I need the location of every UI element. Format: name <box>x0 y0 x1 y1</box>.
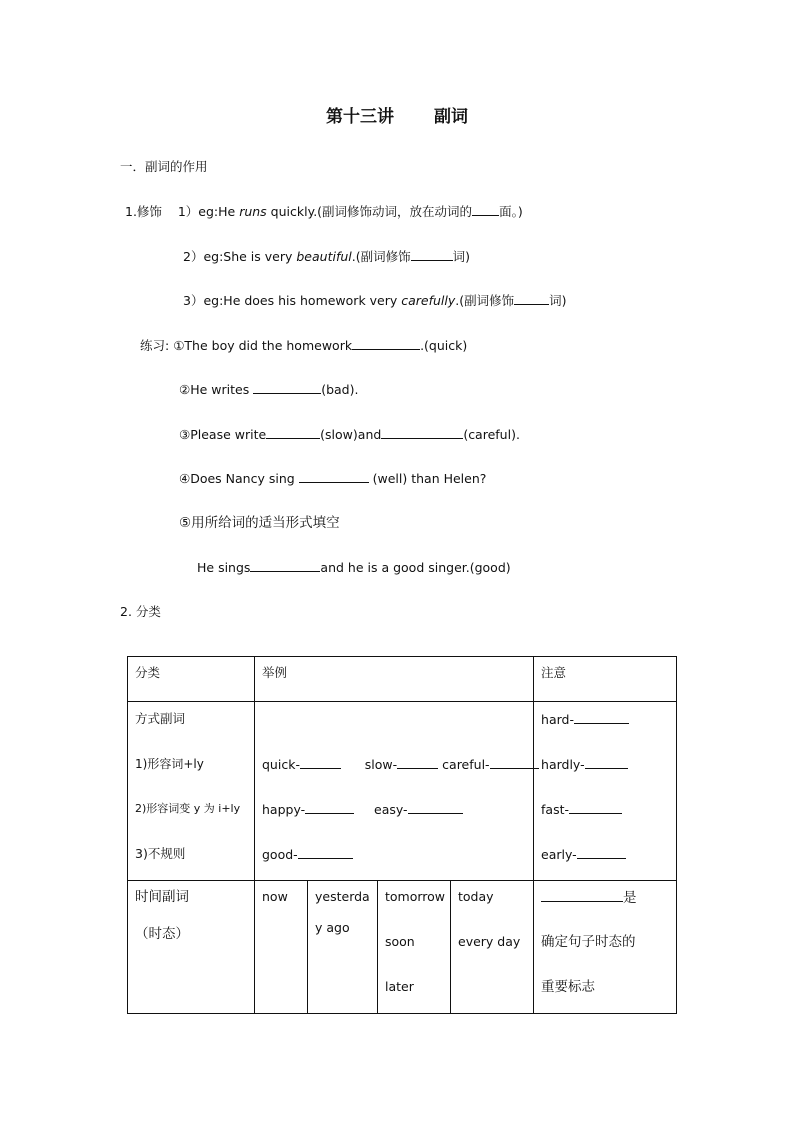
practice-q5: ⑤用所给词的适当形式填空 <box>179 515 340 531</box>
time-note-line3: 重要标志 <box>541 979 596 995</box>
practice-q6-pre: He sings <box>197 560 251 575</box>
usage-item1-post: quickly.(副词修饰动词，放在动词的 <box>266 204 473 219</box>
usage-item2-end: 词) <box>452 249 471 264</box>
note-early <box>541 845 669 864</box>
manner-rule3: 3)不规则 <box>135 846 186 861</box>
manner-examples-cell <box>255 702 534 881</box>
note-early-label: early- <box>541 847 577 862</box>
blank[interactable] <box>574 710 629 724</box>
section1-heading: 一．副词的作用 <box>120 159 208 174</box>
time-cell-tomorrow <box>378 881 451 1014</box>
note-hardly <box>541 755 669 800</box>
usage-item1-pre: eg:He <box>198 204 240 219</box>
header-examples: 举例 <box>255 657 534 702</box>
time-everyday: every day <box>458 934 521 949</box>
blank[interactable] <box>577 845 626 859</box>
table-header-row <box>128 657 677 702</box>
practice-q4 <box>179 469 486 488</box>
time-note-end: 是 <box>623 890 637 906</box>
time-cell-now <box>255 881 308 1014</box>
practice-q1 <box>140 336 467 355</box>
usage-item2 <box>183 247 470 266</box>
practice-q2-pre: ②He writes <box>179 382 254 397</box>
manner-notes-cell <box>534 702 677 881</box>
blank[interactable] <box>541 888 623 902</box>
time-title: 时间副词 <box>135 889 189 905</box>
manner-examples-line1 <box>262 755 526 800</box>
ex-slow: slow- <box>364 757 398 772</box>
manner-category-cell <box>128 702 255 881</box>
blank[interactable] <box>381 425 463 439</box>
usage-item2-post: .(副词修饰 <box>351 249 411 264</box>
time-yesterday-2: y ago <box>315 920 350 935</box>
blank[interactable] <box>490 755 539 769</box>
usage-item1-end: 面。) <box>499 204 523 219</box>
blank[interactable] <box>253 380 321 394</box>
manner-title: 方式副词 <box>135 711 186 726</box>
ex-quick: quick- <box>262 757 300 772</box>
usage-item3-em: carefully <box>401 293 456 308</box>
practice-label: 练习: <box>140 338 170 353</box>
title-part2: 副词 <box>434 107 468 127</box>
time-note-line1 <box>541 888 669 933</box>
time-now: now <box>262 889 288 904</box>
usage-item2-em: beautiful <box>296 249 352 264</box>
usage-item2-num: 2） <box>183 249 204 264</box>
practice-q1-post: .(quick) <box>420 338 468 353</box>
blank[interactable] <box>266 425 320 439</box>
practice-q6-post: and he is a good singer.(good) <box>320 560 511 575</box>
ex-good: good- <box>262 847 298 862</box>
blank[interactable] <box>250 558 320 572</box>
usage-item3-post: .(副词修饰 <box>455 293 515 308</box>
practice-q2 <box>179 380 358 399</box>
usage-item1-em: runs <box>239 204 267 219</box>
usage-item3-num: 3） <box>183 293 204 308</box>
blank[interactable] <box>352 336 420 350</box>
note-hard-label: hard- <box>541 712 574 727</box>
time-tense: （时态） <box>135 926 189 942</box>
time-notes-cell <box>534 881 677 1014</box>
note-hardly-label: hardly- <box>541 757 585 772</box>
blank[interactable] <box>305 800 354 814</box>
usage-item3-pre: eg:He does his homework very <box>203 293 402 308</box>
manner-examples-line3 <box>262 845 526 864</box>
practice-q3 <box>179 425 520 444</box>
blank[interactable] <box>397 755 438 769</box>
blank[interactable] <box>298 845 353 859</box>
manner-examples-line2 <box>262 800 526 845</box>
blank[interactable] <box>472 202 499 216</box>
title-part1: 第十三讲 <box>326 107 394 127</box>
table-row-manner <box>128 702 677 881</box>
time-cell-yesterday <box>308 881 378 1014</box>
time-cell-today <box>451 881 534 1014</box>
time-note-line2: 确定句子时态的 <box>541 934 636 950</box>
usage-item2-pre: eg:She is very <box>203 249 297 264</box>
practice-q4-post: (well) than Helen? <box>368 471 487 486</box>
blank[interactable] <box>299 469 369 483</box>
time-soon: soon <box>385 934 415 949</box>
page-title <box>0 105 794 129</box>
ex-careful: careful- <box>442 757 490 772</box>
note-fast-label: fast- <box>541 802 570 817</box>
note-hard <box>541 710 669 755</box>
blank[interactable] <box>411 247 453 261</box>
time-yesterday-1: yesterda <box>315 889 370 904</box>
blank[interactable] <box>585 755 628 769</box>
classification-table <box>127 656 677 1014</box>
manner-rule1: 1)形容词+ly <box>135 757 204 771</box>
time-tomorrow: tomorrow <box>385 889 446 904</box>
time-today: today <box>458 889 494 904</box>
ex-happy: happy- <box>262 802 306 817</box>
time-category-cell <box>128 881 255 1014</box>
usage-item1 <box>125 202 523 221</box>
usage-item1-num: 1） <box>177 204 199 219</box>
blank[interactable] <box>514 291 549 305</box>
blank[interactable] <box>569 800 622 814</box>
table-row-time <box>128 881 677 1014</box>
blank[interactable] <box>300 755 341 769</box>
practice-q4-pre: ④Does Nancy sing <box>179 471 299 486</box>
practice-q3-mid: (slow)and <box>320 427 382 442</box>
practice-q3-pre: ③Please write <box>179 427 267 442</box>
section2-heading: 2. 分类 <box>120 604 161 619</box>
manner-rule2: 2)形容词变 y 为 i+ly <box>135 802 241 815</box>
header-category: 分类 <box>128 657 255 702</box>
usage-item3 <box>183 291 567 310</box>
usage-item3-end: 词) <box>549 293 567 308</box>
practice-q2-post: (bad). <box>321 382 359 397</box>
blank[interactable] <box>408 800 463 814</box>
note-fast <box>541 800 669 845</box>
practice-q1-pre: ①The boy did the homework <box>173 338 353 353</box>
header-notes: 注意 <box>534 657 677 702</box>
usage-label: 1.修饰 <box>125 204 162 219</box>
practice-q3-post: (careful). <box>463 427 520 442</box>
ex-easy: easy- <box>374 802 408 817</box>
time-later: later <box>385 979 414 994</box>
practice-q6 <box>197 558 511 577</box>
